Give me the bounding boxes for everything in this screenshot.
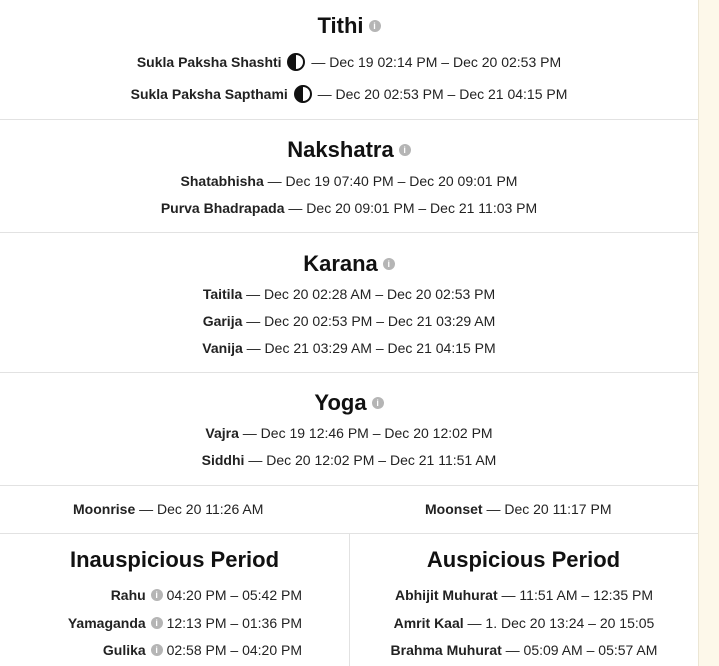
divider <box>0 372 698 373</box>
info-icon[interactable]: i <box>399 144 411 156</box>
inauspicious-title: Inauspicious Period <box>69 547 280 572</box>
period-row: Gulika i 02:58 PM – 04:20 PM <box>102 642 302 658</box>
info-icon[interactable]: i <box>151 589 163 601</box>
karana-row: Vanija — Dec 21 03:29 AM – Dec 21 04:15 PM <box>202 340 496 356</box>
karana-section <box>0 250 698 362</box>
moonrise: Moonrise — Dec 20 11:26 AM <box>73 501 264 517</box>
period-row: Yamaganda i 12:13 PM – 01:36 PM <box>67 614 302 631</box>
info-icon[interactable]: i <box>369 20 381 32</box>
tithi-section <box>0 12 698 110</box>
nakshatra-section <box>0 136 698 222</box>
divider <box>0 119 698 120</box>
tithi-row: Sukla Paksha Sapthami — Dec 20 02:53 PM – Dec 21 04:15 PM <box>130 86 568 102</box>
yoga-row: Vajra — Dec 19 12:46 PM – Dec 20 12:02 PM <box>205 425 493 441</box>
period-row: Brahma Muhurat — 05:09 AM – 05:57 AM <box>390 642 658 658</box>
inauspicious-period <box>0 546 349 574</box>
nakshatra-row: Shatabhisha — Dec 19 07:40 PM – Dec 20 09:01 PM <box>180 173 518 189</box>
auspicious-title: Auspicious Period <box>426 547 621 572</box>
karana-row: Garija — Dec 20 02:53 PM – Dec 21 03:29 AM <box>202 313 496 329</box>
divider <box>0 485 698 486</box>
info-icon[interactable]: i <box>383 258 395 270</box>
karana-title: Karana i <box>0 250 698 278</box>
moonset: Moonset — Dec 20 11:17 PM <box>425 501 612 517</box>
info-icon[interactable]: i <box>372 397 384 409</box>
yoga-row: Siddhi — Dec 20 12:02 PM – Dec 21 11:51 AM <box>201 452 497 468</box>
right-sidebar-edge <box>698 0 719 666</box>
auspicious-list <box>350 582 698 665</box>
tithi-title: Tithi i <box>0 12 698 40</box>
auspicious-period <box>349 546 698 574</box>
info-icon[interactable]: i <box>151 617 163 629</box>
period-row: Rahu i 04:20 PM – 05:42 PM <box>110 587 302 603</box>
yoga-section <box>0 389 698 474</box>
moon-phase-icon <box>294 85 312 103</box>
yoga-title: Yoga i <box>0 389 698 417</box>
period-row: Abhijit Muhurat — 11:51 AM – 12:35 PM <box>394 587 654 603</box>
inauspicious-list <box>0 582 302 665</box>
karana-row: Taitila — Dec 20 02:28 AM – Dec 20 02:53 PM <box>202 286 496 302</box>
tithi-row: Sukla Paksha Shashti — Dec 19 02:14 PM – Dec 20 02:53 PM <box>136 54 562 70</box>
nakshatra-row: Purva Bhadrapada — Dec 20 09:01 PM – Dec 21 11:03 PM <box>160 200 538 216</box>
nakshatra-title: Nakshatra i <box>0 136 698 164</box>
divider <box>0 232 698 233</box>
moon-phase-icon <box>287 53 305 71</box>
info-icon[interactable]: i <box>151 644 163 656</box>
period-row: Amrit Kaal — 1. Dec 20 13:24 – 20 15:05 <box>393 614 655 631</box>
